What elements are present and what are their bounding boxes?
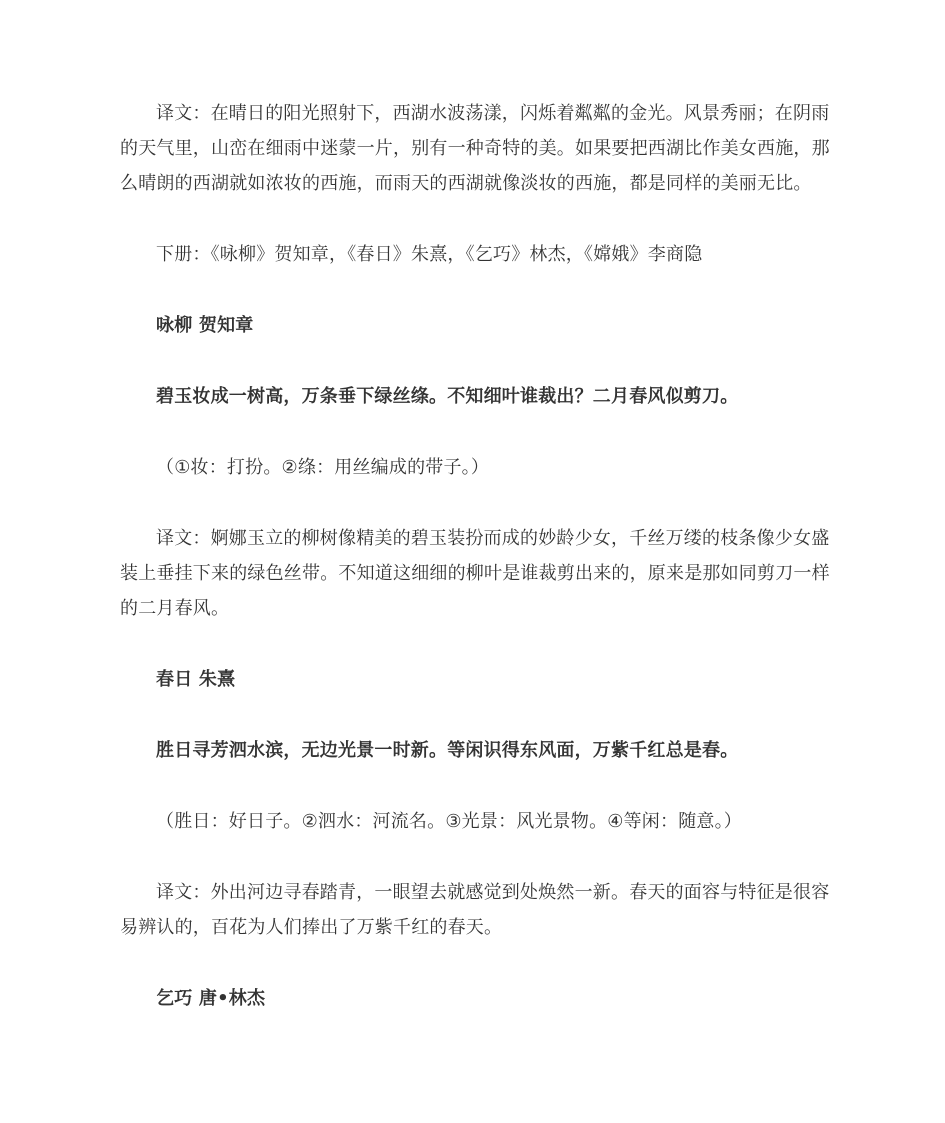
poem-text-yongliu: 碧玉妆成一树高，万条垂下绿丝绦。不知细叶谁裁出？二月春风似剪刀。: [156, 386, 739, 407]
poem-notes-chunri: （胜日：好日子。②泗水：河流名。③光景：风光景物。④等闲：随意。）: [156, 811, 743, 832]
volume-two-list: 下册：《咏柳》贺知章，《春日》朱熹，《乞巧》林杰，《嫦娥》李商隐: [156, 244, 703, 265]
poem-title-chunri: 春日 朱熹: [156, 669, 236, 690]
translation-chunri: 译文：外出河边寻春踏青，一眼望去就感觉到处焕然一新。春天的面容与特征是很容易辨认的，百花为人们捧出了万紫千红的春天。: [120, 882, 830, 938]
poem-title-yongliu: 咏柳 贺知章: [156, 315, 254, 336]
translation-yongliu: 译文：婀娜玉立的柳树像精美的碧玉装扮而成的妙龄少女，千丝万缕的枝条像少女盛装上垂挂下来的绿色丝带。不知道这细细的柳叶是谁裁剪出来的，原来是那如同剪刀一样的二月春风。: [120, 528, 830, 619]
xihu-translation: 译文：在晴日的阳光照射下，西湖水波荡漾，闪烁着粼粼的金光。风景秀丽；在阴雨的天气里，山峦在细雨中迷蒙一片，别有一种奇特的美。如果要把西湖比作美女西施，那么晴朗的西湖就如浓妆的西施，而雨天的西湖就像淡妆的西施，都是同样的美丽无比。: [120, 103, 830, 194]
document-page: [120, 96, 830, 1016]
poem-text-chunri: 胜日寻芳泗水滨，无边光景一时新。等闲识得东风面，万紫千红总是春。: [156, 740, 739, 761]
poem-notes-yongliu: （①妆：打扮。②绦：用丝编成的带子。）: [156, 457, 490, 478]
poem-title-qiqiao: 乞巧 唐•林杰: [156, 988, 266, 1009]
